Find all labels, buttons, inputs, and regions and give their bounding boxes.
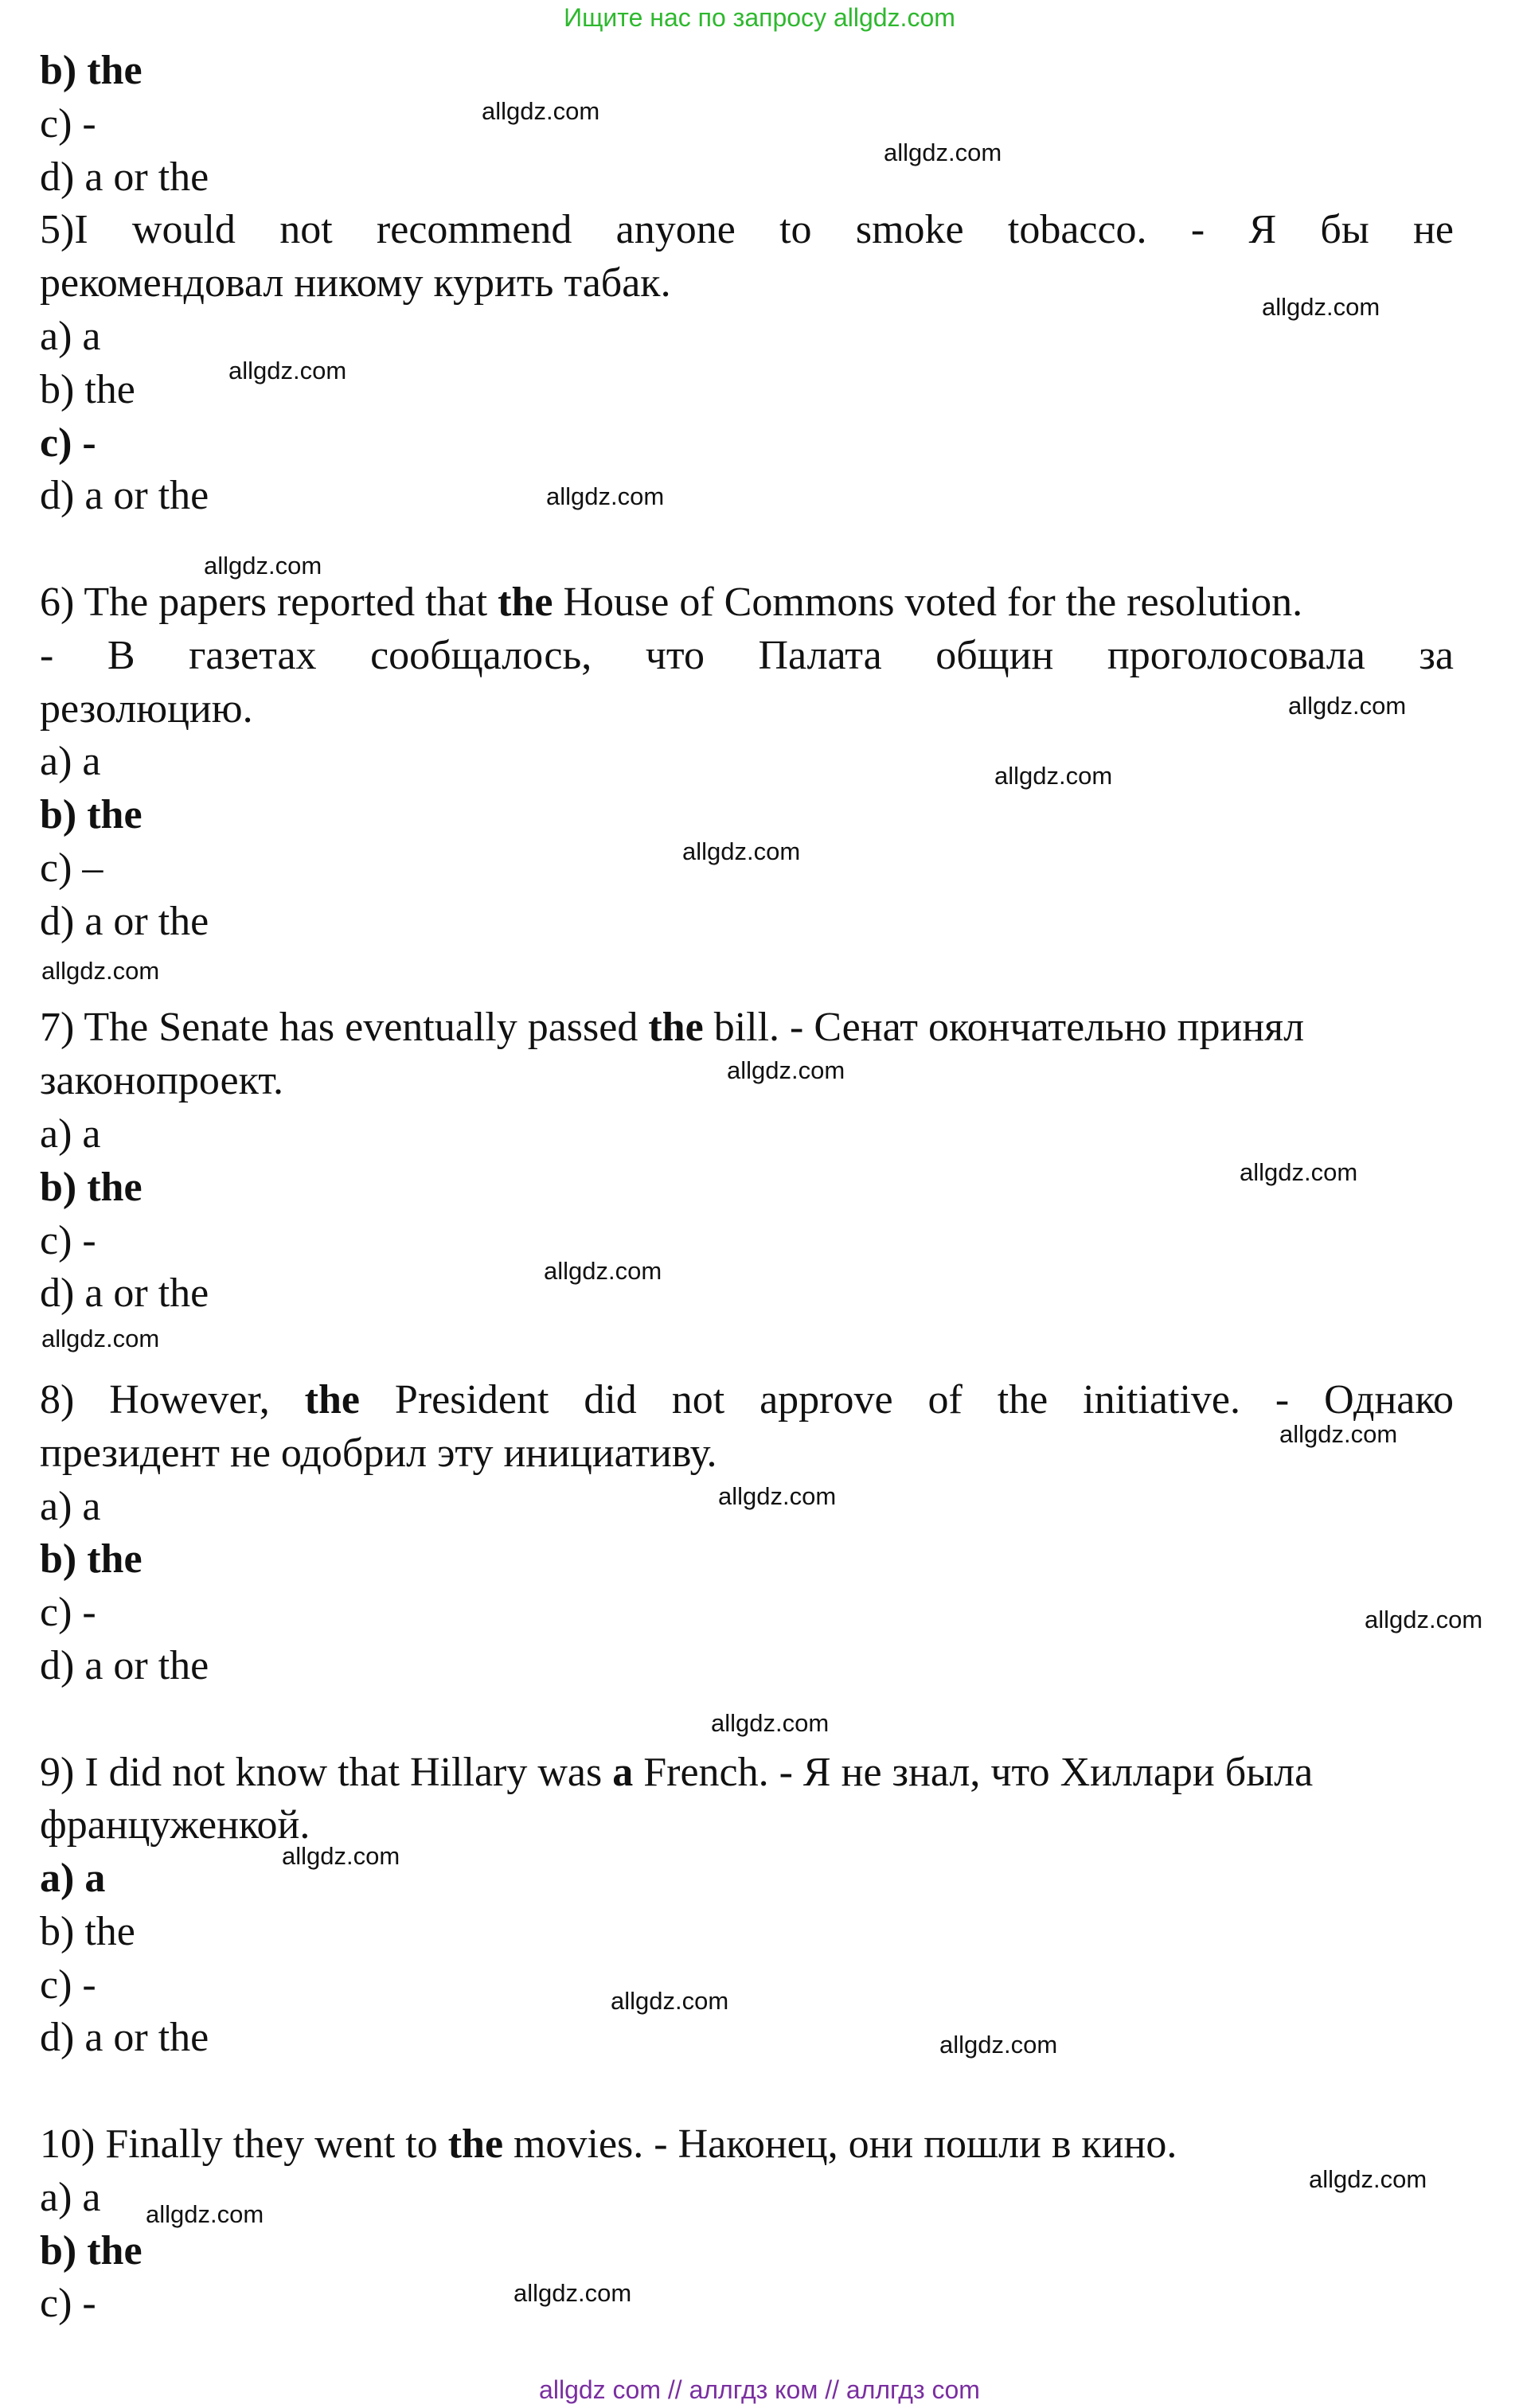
question-7-text	[40, 1001, 1454, 1055]
watermark: allgdz.com	[727, 1056, 845, 1084]
footer-site-names[interactable]: allgdz com // аллгдз ком // аллгдз com	[539, 2375, 980, 2404]
question-8-text	[40, 1374, 1454, 1427]
option-d: d) a or the	[40, 1270, 209, 1317]
question-text-part: 8) However,	[40, 1376, 305, 1423]
question-text-part: French. - Я не знал, что Хиллари была	[633, 1749, 1314, 1795]
question-7-translation: законопроект.	[40, 1058, 284, 1104]
watermark: allgdz.com	[546, 482, 665, 510]
option-c-answer: c) -	[40, 420, 96, 466]
option-a: a) a	[40, 2174, 101, 2220]
question-6-translation-end: резолюцию.	[40, 685, 253, 732]
option-d: d) a or the	[40, 473, 209, 519]
question-6-translation: - В газетах сообщалось, что Палата общин проголосовала за	[40, 632, 1454, 678]
option-c: c) -	[40, 1217, 96, 1263]
option-b: b) the	[40, 366, 135, 412]
option-c: c) -	[40, 2281, 96, 2327]
question-text-part: 10) Finally they went to	[40, 2121, 448, 2168]
watermark: allgdz.com	[1365, 1606, 1483, 1633]
option-b-answer: b) the	[40, 48, 143, 93]
option-b: b) the	[40, 1908, 135, 1954]
watermark: allgdz.com	[718, 1482, 837, 1510]
question-6-text	[40, 576, 1454, 630]
question-9-text	[40, 1746, 1454, 1800]
watermark: allgdz.com	[682, 837, 801, 865]
option-d: d) a or the	[40, 2015, 209, 2061]
watermark: allgdz.com	[282, 1842, 400, 1870]
header-search-link[interactable]: Ищите нас по запросу allgdz.com	[564, 3, 955, 32]
answer-highlight: the	[498, 579, 553, 625]
exercise-content	[40, 45, 1454, 2331]
watermark: allgdz.com	[513, 2279, 632, 2307]
question-text-part: bill. - Сенат окончательно принял	[703, 1005, 1305, 1051]
watermark: allgdz.com	[228, 357, 347, 384]
question-text-part: 9) I did not know that Hillary was	[40, 1749, 613, 1795]
watermark: allgdz.com	[884, 139, 1002, 166]
question-text-part: President did not approve of the initiative. - Однако	[359, 1376, 1454, 1423]
question-5-text: 5)I would not recommend anyone to smoke tobacco. - Я бы не	[40, 207, 1454, 253]
watermark: allgdz.com	[41, 957, 160, 985]
answer-highlight: the	[447, 2121, 504, 2168]
watermark: allgdz.com	[482, 97, 600, 125]
option-c: c) -	[40, 1590, 96, 1636]
option-b-answer: b) the	[40, 1164, 143, 1210]
watermark: allgdz.com	[146, 2200, 264, 2228]
question-9-translation: француженкой.	[40, 1802, 310, 1848]
spacer	[40, 2065, 1454, 2118]
option-b-answer: b) the	[40, 2227, 143, 2273]
question-10-text	[40, 2118, 1454, 2172]
option-a: a) a	[40, 313, 101, 359]
watermark: allgdz.com	[611, 1987, 729, 2015]
option-a-answer: a) a	[40, 1856, 106, 1902]
option-a: a) a	[40, 1110, 101, 1157]
spacer	[40, 949, 1454, 1002]
question-8-translation: президент не одобрил эту инициативу.	[40, 1430, 717, 1476]
watermark: allgdz.com	[1279, 1420, 1398, 1448]
watermark: allgdz.com	[711, 1709, 830, 1737]
option-c: c) –	[40, 845, 103, 891]
option-d: d) a or the	[40, 898, 209, 944]
option-a: a) a	[40, 739, 101, 785]
question-text-part: movies. - Наконец, они пошли в кино.	[503, 2121, 1177, 2168]
watermark: allgdz.com	[544, 1257, 662, 1285]
option-d: d) a or the	[40, 154, 209, 200]
watermark: allgdz.com	[1262, 293, 1380, 321]
option-d: d) a or the	[40, 1642, 209, 1688]
option-b-answer: b) the	[40, 1536, 143, 1583]
question-5-translation: рекомендовал никому курить табак.	[40, 260, 671, 306]
answer-highlight: a	[612, 1749, 634, 1795]
watermark: allgdz.com	[939, 2031, 1058, 2059]
answer-highlight: the	[648, 1005, 704, 1051]
option-c: c) -	[40, 100, 96, 146]
option-b-answer: b) the	[40, 792, 143, 838]
question-text-part: 7) The Senate has eventually passed	[40, 1005, 649, 1051]
question-text-part: 6) The papers reported that	[40, 579, 498, 625]
watermark: allgdz.com	[41, 1325, 160, 1352]
watermark: allgdz.com	[1288, 692, 1407, 720]
watermark: allgdz.com	[994, 762, 1113, 790]
question-text-part: House of Commons voted for the resolution.	[553, 579, 1303, 625]
watermark: allgdz.com	[1309, 2165, 1427, 2193]
watermark: allgdz.com	[204, 552, 322, 580]
option-c: c) -	[40, 1961, 96, 2008]
option-a: a) a	[40, 1483, 101, 1529]
answer-highlight: the	[304, 1376, 360, 1423]
spacer	[40, 1321, 1454, 1374]
watermark: allgdz.com	[1240, 1158, 1358, 1186]
